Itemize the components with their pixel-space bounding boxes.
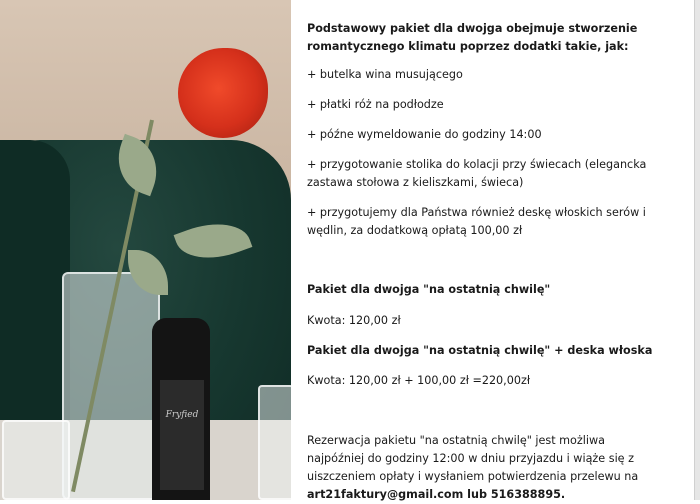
list-item	[307, 204, 646, 240]
glass	[2, 420, 70, 500]
list-item-line: wędlin, za dodatkową opłatą 100,00 zł	[307, 224, 523, 237]
package2-price: Kwota: 120,00 zł + 100,00 zł =220,00zł	[307, 374, 531, 387]
reservation-line: najpóźniej do godziny 12:00 w dniu przyjazdu i wiąże się z	[307, 452, 634, 465]
glass	[258, 385, 291, 500]
bottle-label-text: Fryfied	[165, 410, 199, 420]
bottle-label	[160, 380, 204, 490]
rose	[178, 48, 268, 138]
reservation-contact[interactable]: art21faktury@gmail.com lub 516388895.	[307, 488, 566, 501]
scrollbar[interactable]	[694, 0, 700, 500]
package1-title: Pakiet dla dwojga "na ostatnią chwilę"	[307, 283, 551, 296]
reservation-line: Rezerwacja pakietu "na ostatnią chwilę" jest możliwa	[307, 434, 605, 447]
list-item: + płatki róż na podłodze	[307, 98, 444, 111]
intro-line: romantycznego klimatu poprzez dodatki takie, jak:	[307, 40, 629, 53]
list-item: + butelka wina musującego	[307, 68, 463, 81]
list-item	[307, 156, 646, 192]
rose-champagne-photo	[0, 0, 291, 500]
list-item: + późne wymeldowanie do godziny 14:00	[307, 128, 542, 141]
reservation-info	[307, 432, 638, 504]
list-item-line: + przygotowanie stolika do kolacji przy świecach (elegancka	[307, 158, 647, 171]
package1-price: Kwota: 120,00 zł	[307, 314, 401, 327]
intro-line: Podstawowy pakiet dla dwojga obejmuje stworzenie	[307, 22, 638, 35]
package2-title: Pakiet dla dwojga "na ostatnią chwilę" + deska włoska	[307, 344, 653, 357]
list-item-line: + przygotujemy dla Państwa również deskę włoskich serów i	[307, 206, 646, 219]
list-item-line: zastawa stołowa z kieliszkami, świeca)	[307, 176, 524, 189]
reservation-line: uiszczeniem opłaty i wysłaniem potwierdzenia przelewu na	[307, 470, 639, 483]
intro	[307, 20, 637, 56]
